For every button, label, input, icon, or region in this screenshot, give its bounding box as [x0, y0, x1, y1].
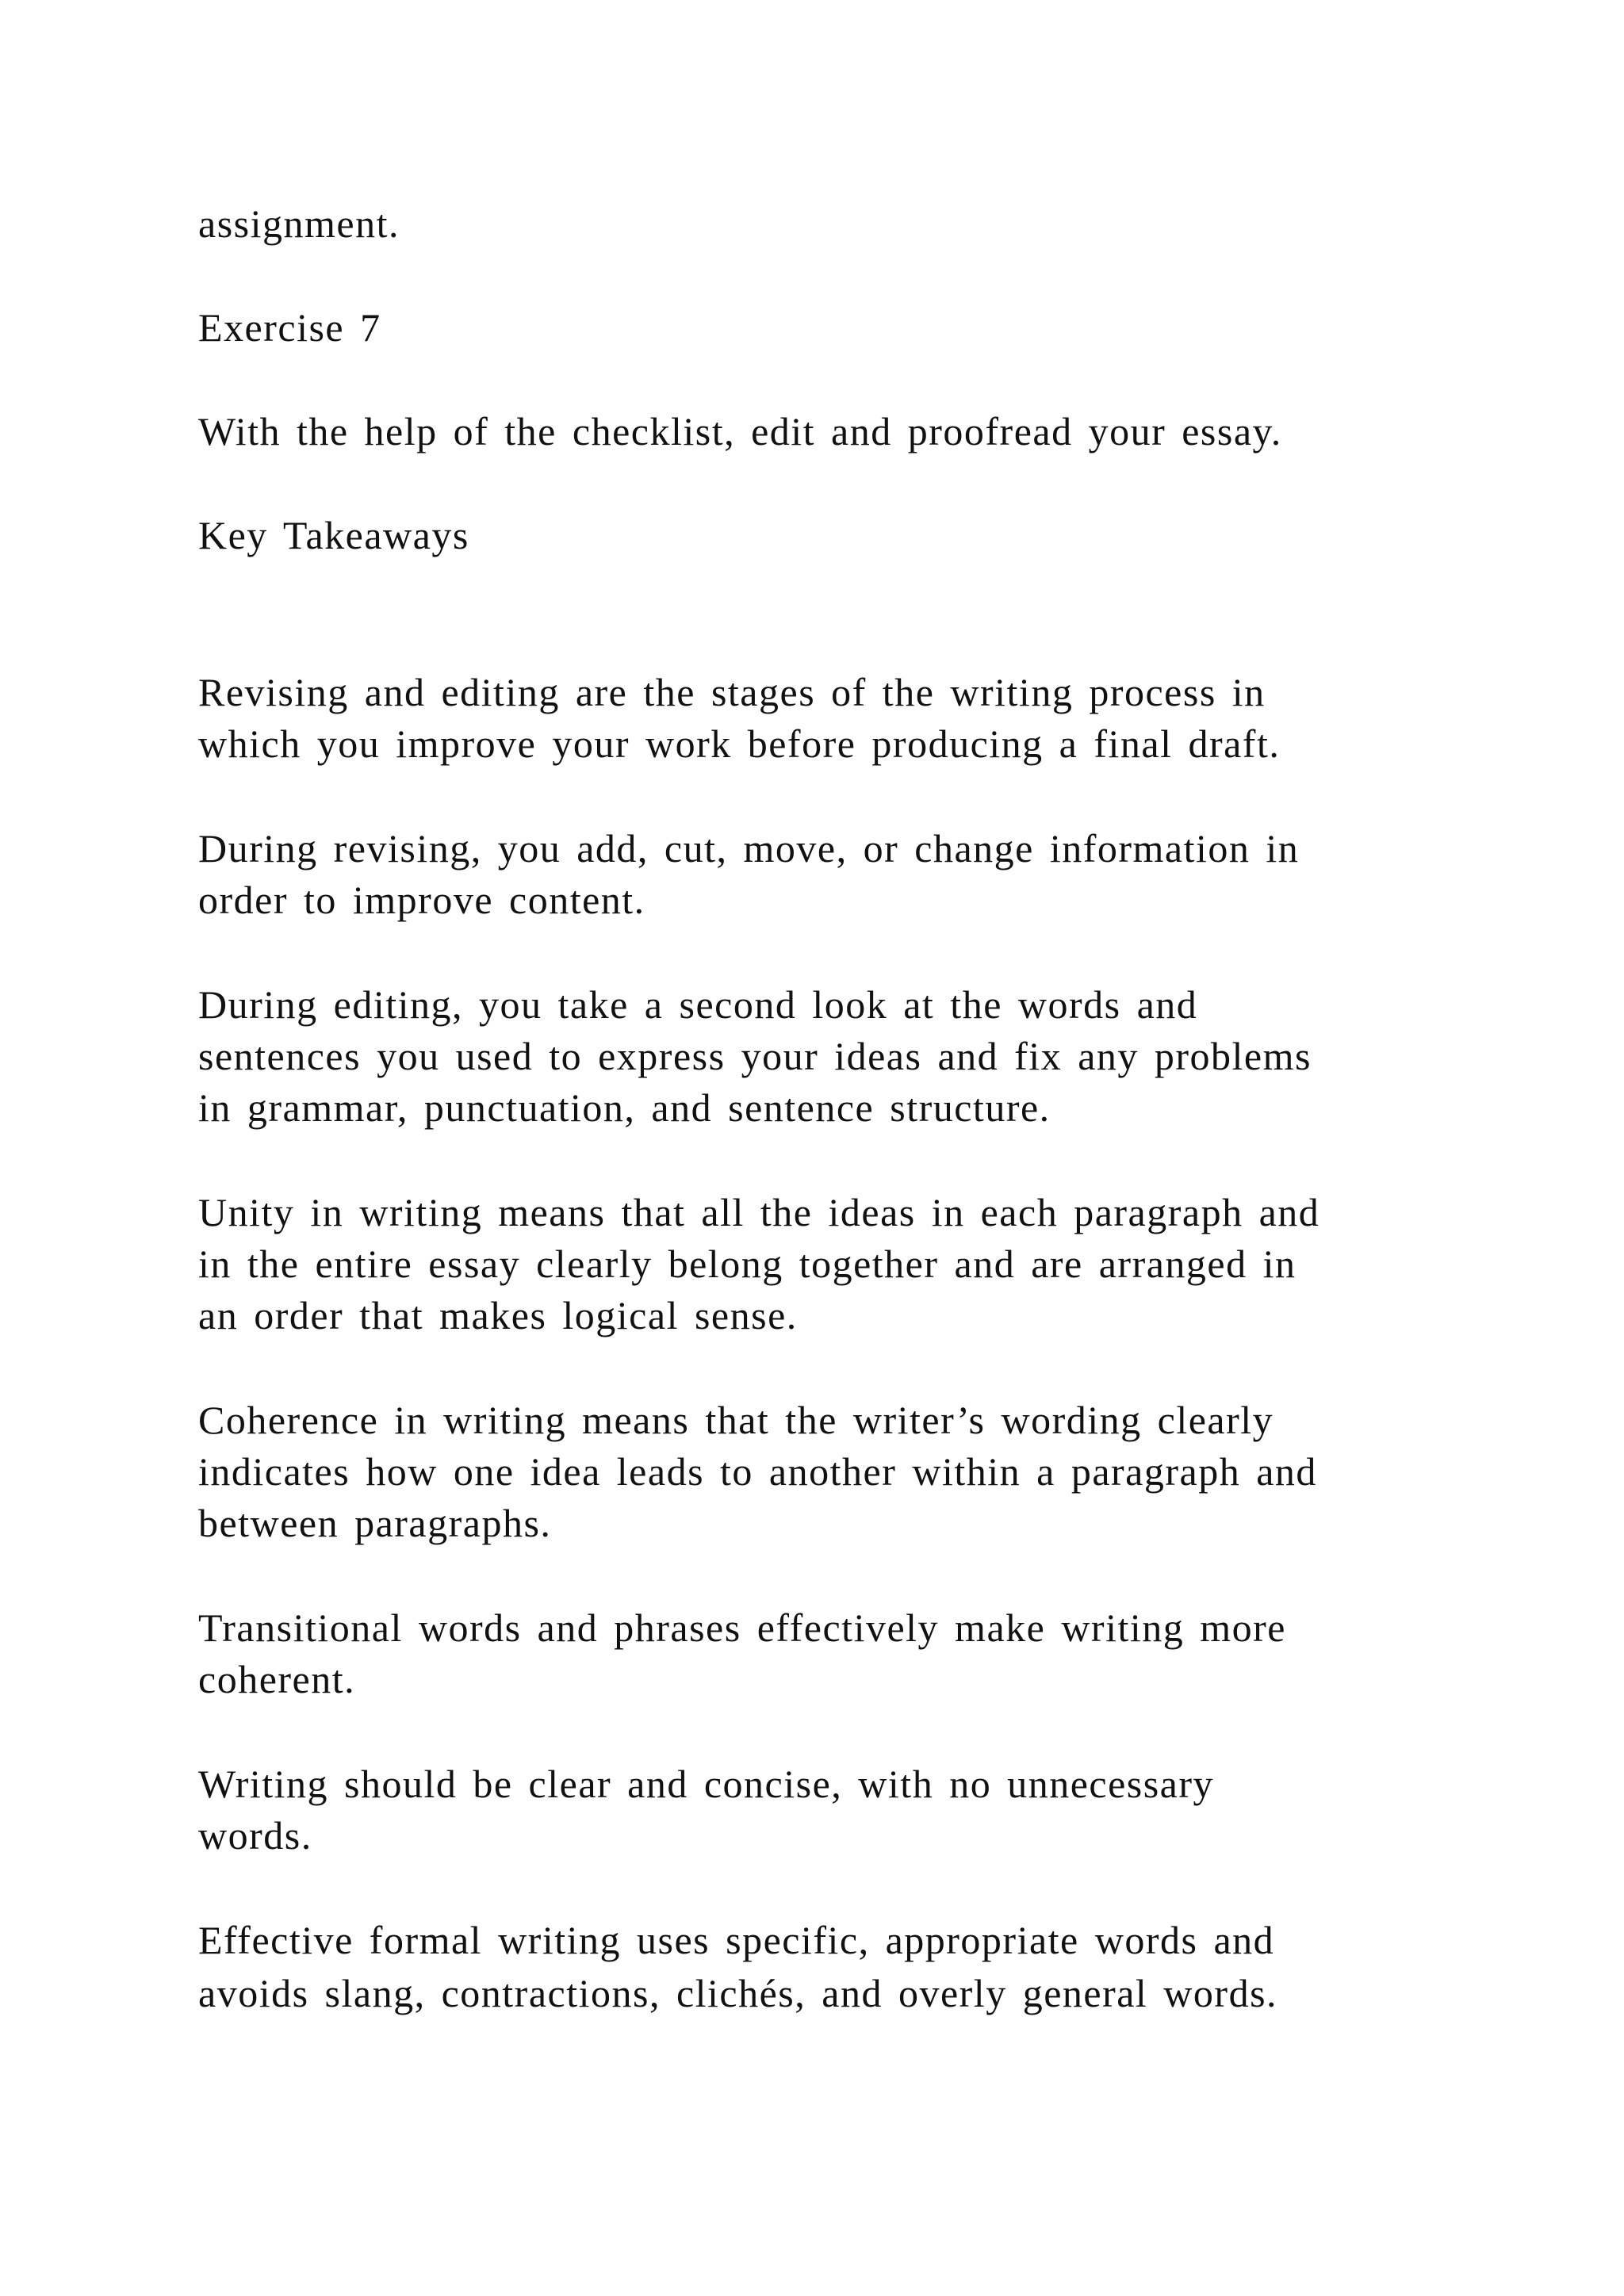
text-line: During revising, you add, cut, move, or change information in: [198, 826, 1300, 871]
text-line: assignment.: [198, 201, 400, 246]
text-line: between paragraphs.: [198, 1501, 552, 1545]
text-line: an order that makes logical sense.: [198, 1293, 798, 1337]
exercise-heading: Exercise 7: [198, 305, 381, 350]
text-line: coherent.: [198, 1657, 356, 1701]
text-line: Writing should be clear and concise, with no unnecessary: [198, 1762, 1215, 1806]
text-line: words.: [198, 1813, 312, 1858]
text-line: avoids slang, contractions, clichés, and overly general words.: [198, 1971, 1278, 2015]
text-line: sentences you used to express your ideas and fix any problems: [198, 1034, 1312, 1078]
text-line: in the entire essay clearly belong together and are arranged in: [198, 1242, 1297, 1286]
text-line: During editing, you take a second look at the words and: [198, 982, 1198, 1027]
text-line: Transitional words and phrases effectively make writing more: [198, 1605, 1286, 1650]
text-line: in grammar, punctuation, and sentence structure.: [198, 1085, 1051, 1130]
text-line: order to improve content.: [198, 878, 645, 922]
text-line: Revising and editing are the stages of the writing process in: [198, 670, 1266, 714]
text-line: indicates how one idea leads to another within a paragraph and: [198, 1449, 1317, 1494]
text-line: Effective formal writing uses specific, appropriate words and: [198, 1918, 1275, 1962]
text-line: which you improve your work before producing a final draft.: [198, 721, 1281, 766]
text-line: Unity in writing means that all the ideas in each paragraph and: [198, 1190, 1320, 1234]
text-line: With the help of the checklist, edit and proofread your essay.: [198, 409, 1282, 453]
text-line: Coherence in writing means that the writer’s wording clearly: [198, 1398, 1274, 1442]
key-takeaways-heading: Key Takeaways: [198, 513, 469, 557]
